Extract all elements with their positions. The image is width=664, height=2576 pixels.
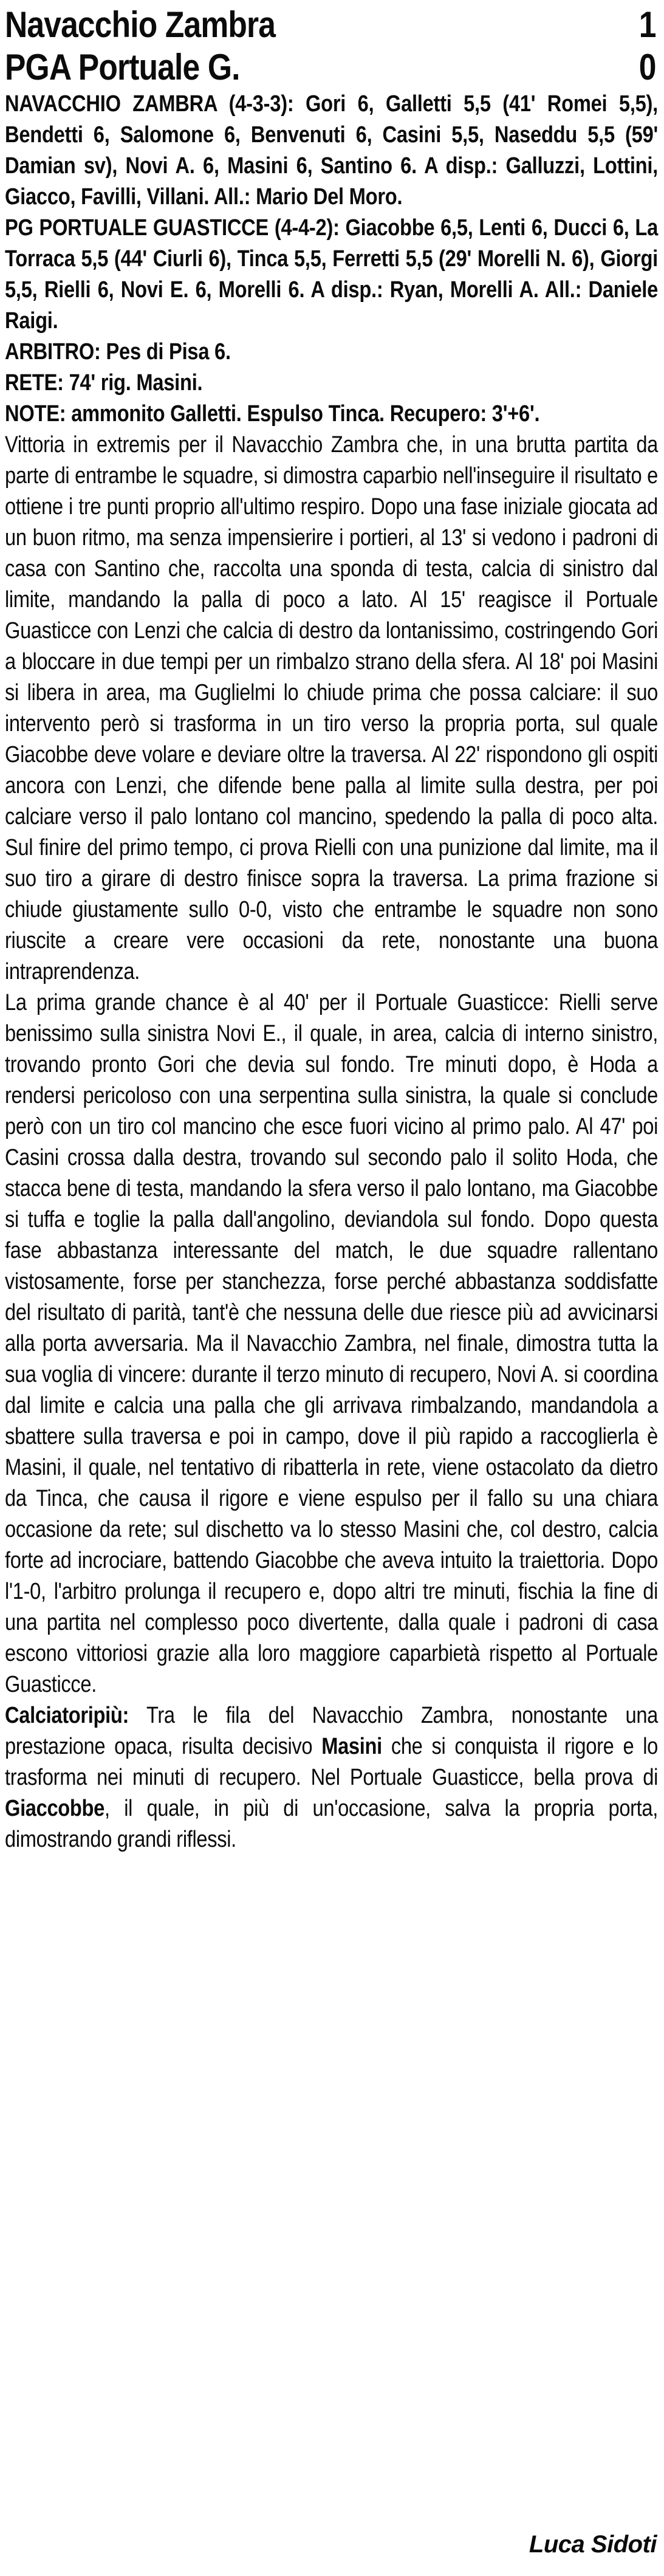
best-players-text-2: che si conquista il rigore e lo trasforma nei minuti di recupero. Nel Portuale Guasticce, bella prova di <box>5 1734 658 1790</box>
match-report <box>5 430 658 1855</box>
match-sheet <box>5 89 658 430</box>
report-paragraph-2: La prima grande chance è al 40' per il Portuale Guasticce: Rielli serve benissimo sulla sinistra Novi E., il quale, in area, calcia di interno sinistro, trovando pronto Gori che devia sul fondo. Tre minuti dopo, è Hoda a rendersi pericoloso con una serpentina sulla sinistra, la quale si conclude però con un tiro col mancino che esce fuori vicino al primo palo. Al 47' poi Casini crossa dalla destra, trovando sul secondo palo il solito Hoda, che stacca bene di testa, mandando la sfera verso il palo lontano, ma Giacobbe si tuffa e toglie la palla dall'angolino, deviandola sul fondo. Dopo questa fase abbastanza interessante del match, le due squadre rallentano vistosamente, forse per stanchezza, forse perché abbastanza soddisfatte del risultato di parità, tant'è che nessuna delle due riesce più ad avvicinarsi alla porta avversaria. Ma il Navacchio Zambra, nel finale, dimostra tutta la sua voglia di vincere: durante il terzo minuto di recupero, Novi A. si coordina dal limite e calcia una palla che gli arrivava rimbalzando, mandandola a sbattere sulla traversa e poi in campo, dove il più rapido a raccoglierla è Masini, il quale, nel tentativo di ribatterla in rete, viene ostacolato da dietro da Tinca, che causa il rigore e viene espulso per il fallo su una chiara occasione da rete; sul dischetto va lo stesso Masini che, col destro, calcia forte ad incrociare, battendo Giacobbe che aveva intuito la traiettoria. Dopo l'1-0, l'arbitro prolunga il recupero e, dopo altri tre minuti, fischia la fine di una partita nel complesso poco divertente, dalla quale i padroni di casa escono vittoriosi grazie alla loro maggiore caparbietà rispetto al Portuale Guasticce. <box>5 990 658 1697</box>
report-paragraph-1: Vittoria in extremis per il Navacchio Zambra che, in una brutta partita da parte di entrambe le squadre, si dimostra caparbio nell'inseguire il risultato e ottiene i tre punti proprio all'ultimo respiro. Dopo una fase iniziale giocata ad un buon ritmo, ma senza impensierire i portieri, al 13' si vedono i padroni di casa con Santino che, raccolta una sponda di testa, calcia di sinistro dal limite, mandando la palla di poco a lato. Al 15' reagisce il Portuale Guasticce con Lenzi che calcia di destro da lontanissimo, costringendo Gori a bloccare in due tempi per un rimbalzo strano della sfera. Al 18' poi Masini si libera in area, ma Guglielmi lo chiude prima che possa calciare: il suo intervento però si trasforma in un tiro verso la propria porta, sul quale Giacobbe deve volare e deviare oltre la traversa. Al 22' rispondono gli ospiti ancora con Lenzi, che difende bene palla al limite sulla destra, per poi calciare verso il palo lontano col mancino, spedendo la palla di poco alta. Sul finire del primo tempo, ci prova Rielli con una punizione dal limite, ma il suo tiro a girare di destro finisce sopra la traversa. La prima frazione si chiude giustamente sullo 0-0, visto che entrambe le squadre non sono riuscite a creare vere occasioni da rete, nonostante una buona intraprendenza. <box>5 432 658 984</box>
away-score: 0 <box>638 47 657 88</box>
author-signature: Luca Sidoti <box>529 2531 657 2558</box>
home-team-name: Navacchio Zambra <box>5 4 276 45</box>
best-player-home: Masini <box>321 1734 382 1759</box>
home-score: 1 <box>638 4 657 45</box>
score-line-away <box>5 46 658 89</box>
best-player-away: Giaccobbe <box>5 1796 104 1821</box>
best-players-paragraph <box>5 1700 658 1855</box>
article <box>5 4 658 1855</box>
score-line-home <box>5 4 658 46</box>
best-players-label: Calciatoripiù: <box>5 1703 129 1728</box>
referee: ARBITRO: Pes di Pisa 6. <box>5 339 231 365</box>
best-players-text-3: , il quale, in più di un'occasione, salva la propria porta, dimostrando grandi riflessi. <box>5 1796 658 1852</box>
away-lineup: PG PORTUALE GUASTICCE (4-4-2): Giacobbe 6,5, Lenti 6, Ducci 6, La Torraca 5,5 (44' Ciurli 6), Tinca 5,5, Ferretti 5,5 (29' Morelli N. 6), Giorgi 5,5, Rielli 6, Novi E. 6, Morelli 6. A disp.: Ryan, Morelli A. All.: Daniele Raigi. <box>5 215 658 334</box>
match-notes: NOTE: ammonito Galletti. Espulso Tinca. Recupero: 3'+6'. <box>5 401 540 427</box>
goals: RETE: 74' rig. Masini. <box>5 370 203 396</box>
away-team-name: PGA Portuale G. <box>5 47 240 88</box>
best-players-text-1: Tra le fila del Navacchio Zambra, nonostante una prestazione opaca, risulta decisivo <box>5 1703 659 1759</box>
home-lineup: NAVACCHIO ZAMBRA (4-3-3): Gori 6, Galletti 5,5 (41' Romei 5,5), Bendetti 6, Salomone 6, Benvenuti 6, Casini 5,5, Naseddu 5,5 (59' Damian sv), Novi A. 6, Masini 6, Santino 6. A disp.: Galluzzi, Lottini, Giacco, Favilli, Villani. All.: Mario Del Moro. <box>5 91 658 210</box>
